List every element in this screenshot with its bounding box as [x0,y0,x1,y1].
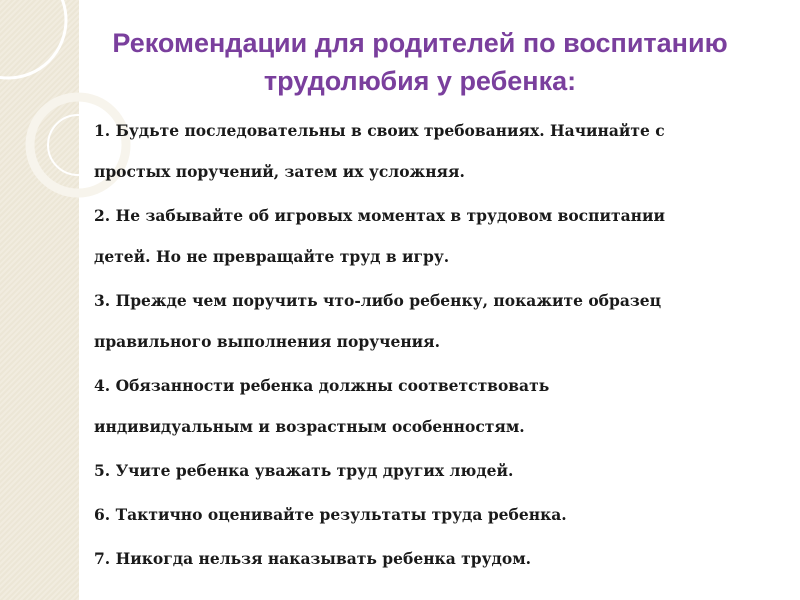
recommendation-6-line-1: 6. Тактично оценивайте результаты труда ребенка. [94,505,567,524]
title-line-2: трудолюбия у ребенка: [263,66,577,96]
recommendation-2-line-1: 2. Не забывайте об игровых моментах в трудовом воспитании [94,206,665,225]
recommendation-item-4 [94,365,754,447]
recommendation-3-line-2: правильного выполнения поручения. [94,332,441,351]
recommendation-item-7 [94,538,754,579]
recommendation-2-line-2: детей. Но не превращайте труд в игру. [94,247,450,266]
recommendation-item-6 [94,494,754,535]
recommendation-4-line-1: 4. Обязанности ребенка должны соответствовать [94,376,550,395]
recommendation-item-5 [94,450,754,491]
recommendation-item-1 [94,110,754,192]
recommendation-4-line-2: индивидуальным и возрастным особенностям. [94,417,525,436]
title-line-1: Рекомендации для родителей по воспитанию [112,28,728,58]
recommendation-7-line-1: 7. Никогда нельзя наказывать ребенка трудом. [94,549,532,568]
recommendation-item-3 [94,280,754,362]
recommendation-item-2 [94,195,754,277]
page-title [80,24,760,100]
recommendation-1-line-1: 1. Будьте последовательны в своих требованиях. Начинайте с [94,121,665,140]
recommendation-list [94,110,754,582]
recommendation-3-line-1: 3. Прежде чем поручить что-либо ребенку, покажите образец [94,291,662,310]
recommendation-1-line-2: простых поручений, затем их усложняя. [94,162,465,181]
decorative-side-panel [0,0,79,600]
recommendation-5-line-1: 5. Учите ребенка уважать труд других людей. [94,461,514,480]
